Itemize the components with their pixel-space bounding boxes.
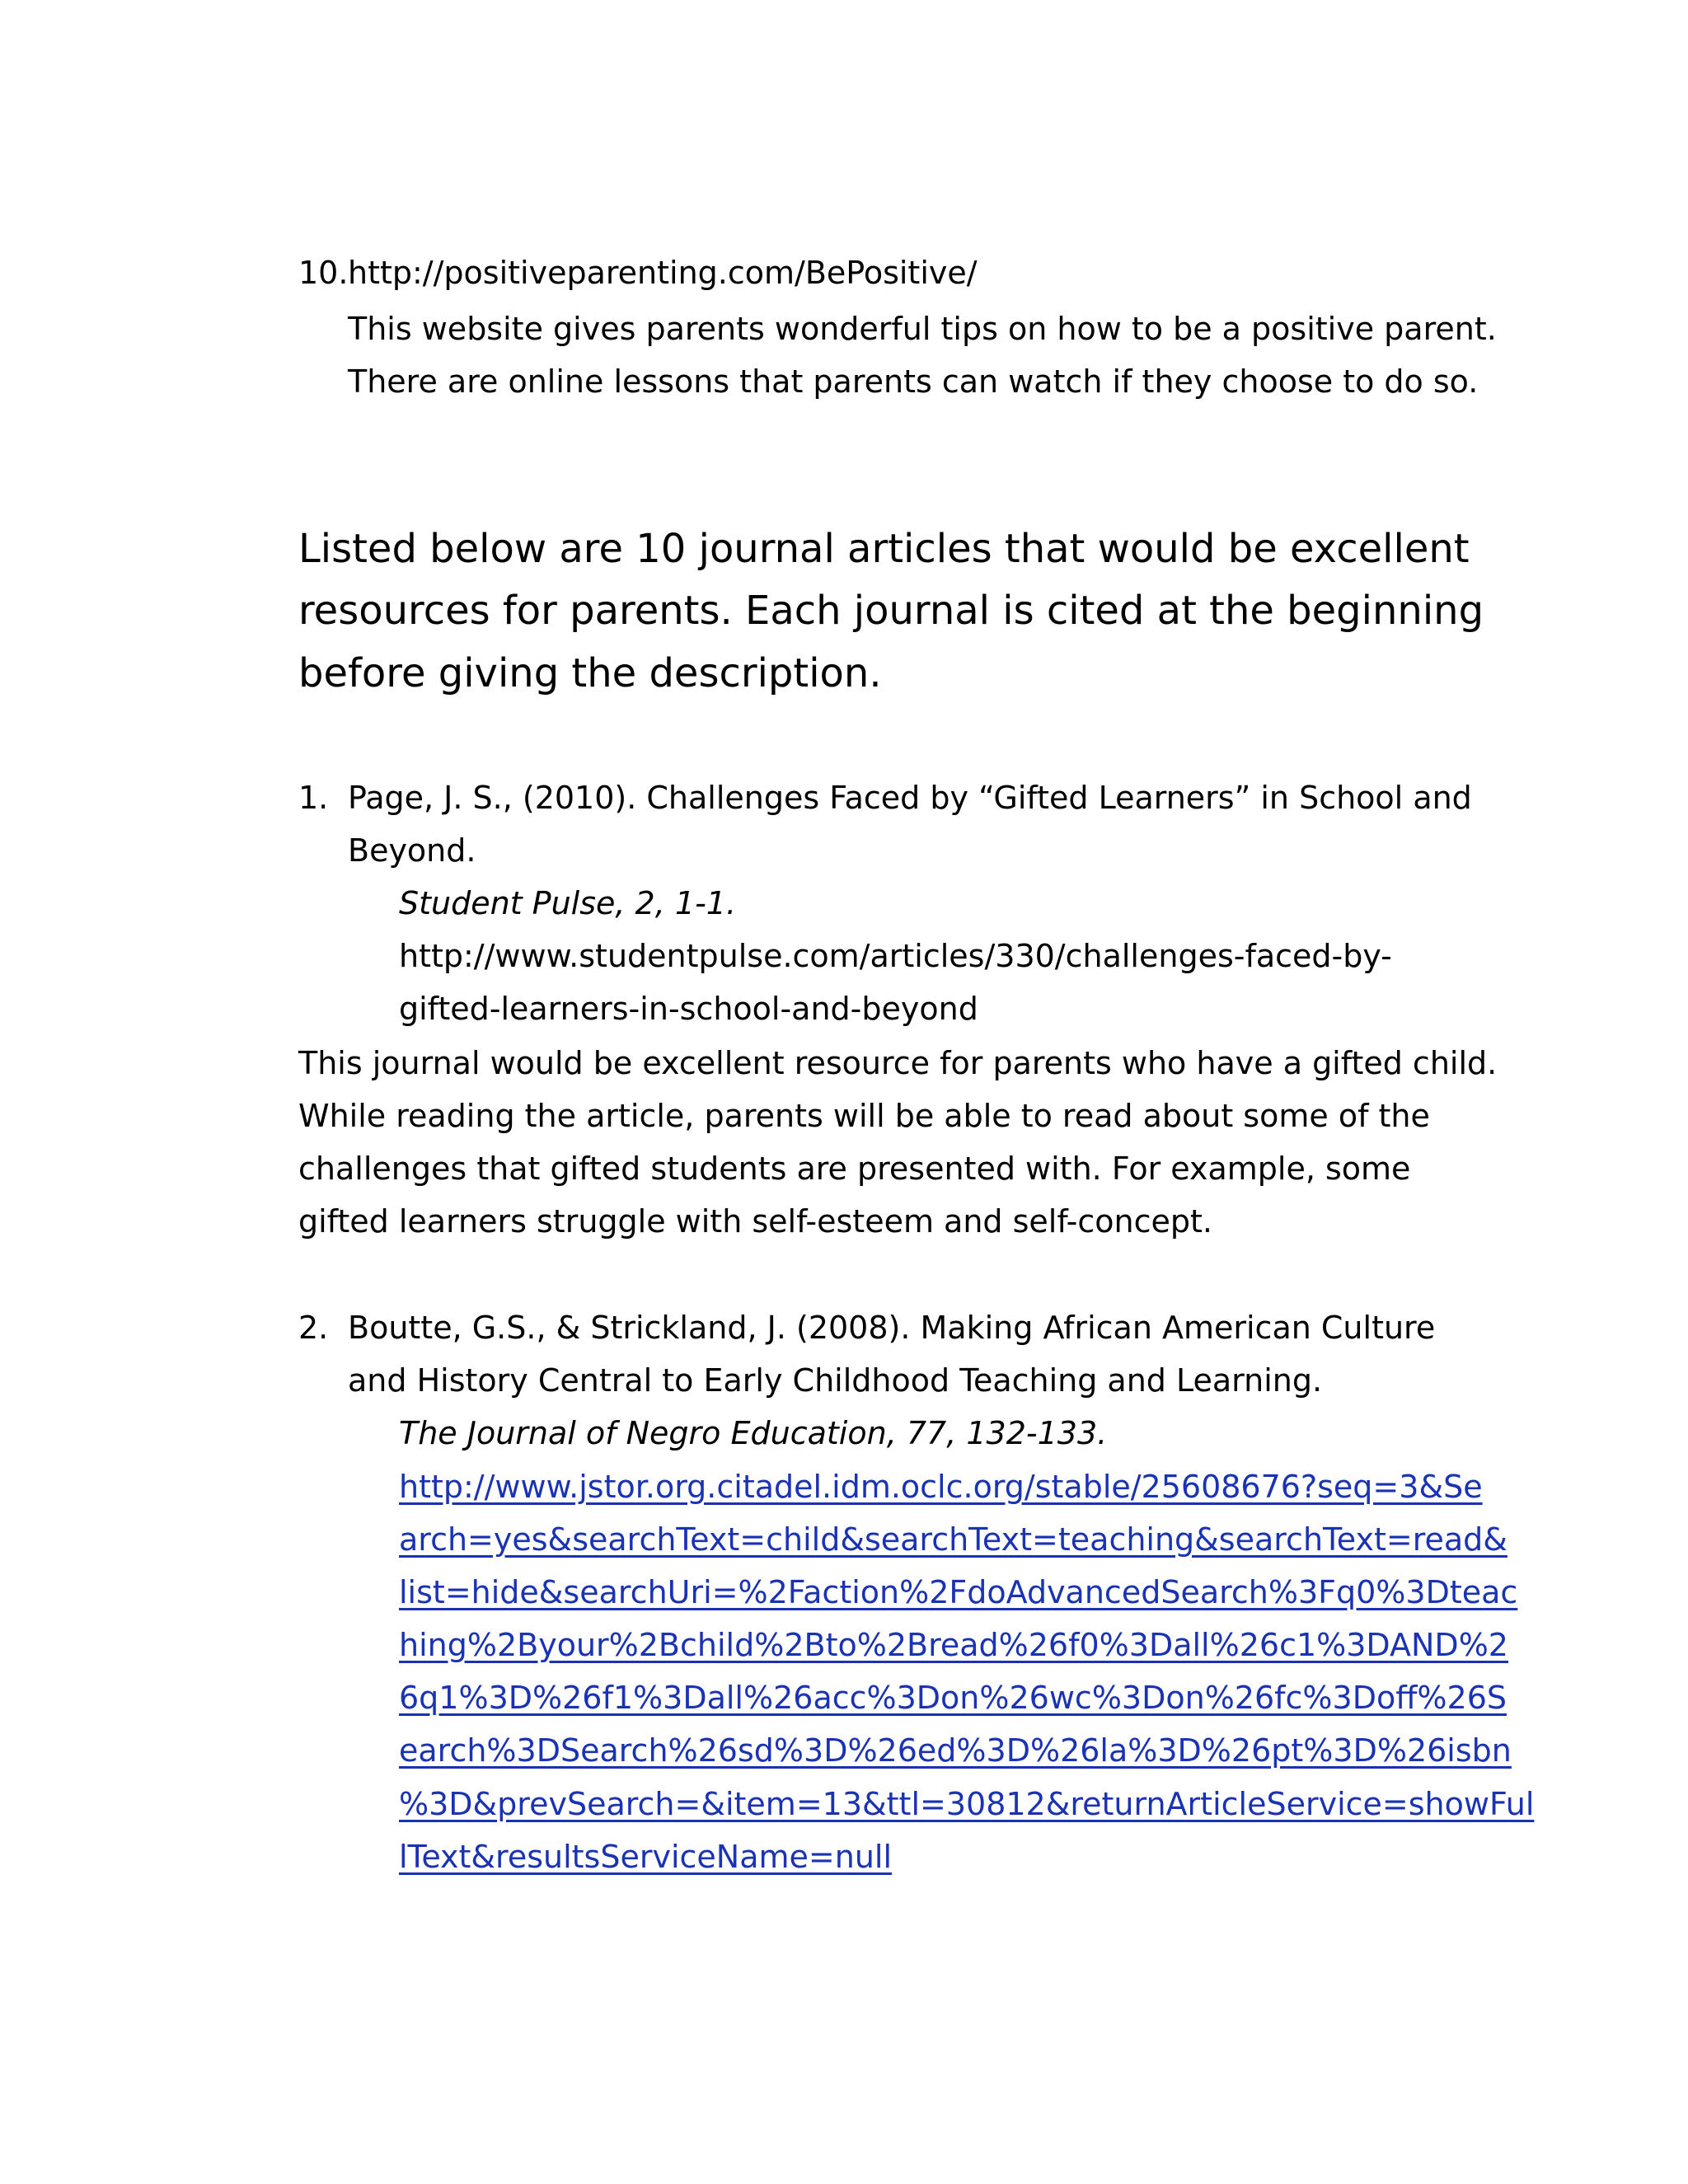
citation-line: Page, J. S., (2010). Challenges Faced by “Gifted Learners” in School and	[348, 780, 1472, 816]
citation-line: and History Central to Early Childhood Teaching and Learning.	[348, 1362, 1323, 1399]
article-link-line[interactable]: hing%2Byour%2Bchild%2Bto%2Bread%26f0%3Dall%26c1%3DAND%2	[399, 1627, 1508, 1663]
description-line: While reading the article, parents will be able to read about some of the	[298, 1098, 1430, 1134]
entry-number: 10.	[298, 255, 349, 291]
description-line: challenges that gifted students are presented with. For example, some	[298, 1151, 1411, 1187]
website-url[interactable]: http://positiveparenting.com/BePositive/	[348, 255, 978, 291]
article-link-line[interactable]: http://www.jstor.org.citadel.idm.oclc.org/stable/25608676?seq=3&Se	[399, 1469, 1483, 1505]
article-number: 1.	[298, 780, 329, 816]
article-link-line[interactable]: lText&resultsServiceName=null	[399, 1839, 893, 1875]
article-url-line[interactable]: http://www.studentpulse.com/articles/330/challenges-faced-by-	[399, 938, 1392, 974]
journal-title: Student Pulse, 2, 1-1.	[399, 885, 737, 921]
article-number: 2.	[298, 1310, 329, 1346]
article-link-line[interactable]: arch=yes&searchText=child&searchText=teaching&searchText=read&	[399, 1521, 1507, 1558]
article-link-line[interactable]: earch%3DSearch%26sd%3D%26ed%3D%26la%3D%26pt%3D%26isbn	[399, 1732, 1512, 1769]
description-line: gifted learners struggle with self-esteem and self-concept.	[298, 1203, 1212, 1240]
article-link-line[interactable]: %3D&prevSearch=&item=13&ttl=30812&returnArticleService=showFul	[399, 1786, 1535, 1822]
article-link-line[interactable]: list=hide&searchUri=%2Faction%2FdoAdvancedSearch%3Fq0%3Dteac	[399, 1574, 1518, 1610]
citation-line: Beyond.	[348, 832, 476, 869]
citation-line: Boutte, G.S., & Strickland, J. (2008). Making African American Culture	[348, 1310, 1436, 1346]
article-url-line[interactable]: gifted-learners-in-school-and-beyond	[399, 991, 978, 1027]
intro-line: before giving the description.	[298, 650, 882, 696]
journal-title: The Journal of Negro Education, 77, 132-133.	[399, 1415, 1108, 1451]
description-line: There are online lessons that parents can watch if they choose to do so.	[348, 363, 1479, 400]
description-line: This journal would be excellent resource for parents who have a gifted child.	[298, 1045, 1498, 1081]
description-line: This website gives parents wonderful tips on how to be a positive parent.	[348, 311, 1497, 347]
article-link-line[interactable]: 6q1%3D%26f1%3Dall%26acc%3Don%26wc%3Don%26fc%3Doff%26S	[399, 1680, 1507, 1716]
intro-line: Listed below are 10 journal articles that would be excellent	[298, 526, 1470, 572]
intro-line: resources for parents. Each journal is cited at the beginning	[298, 588, 1484, 634]
